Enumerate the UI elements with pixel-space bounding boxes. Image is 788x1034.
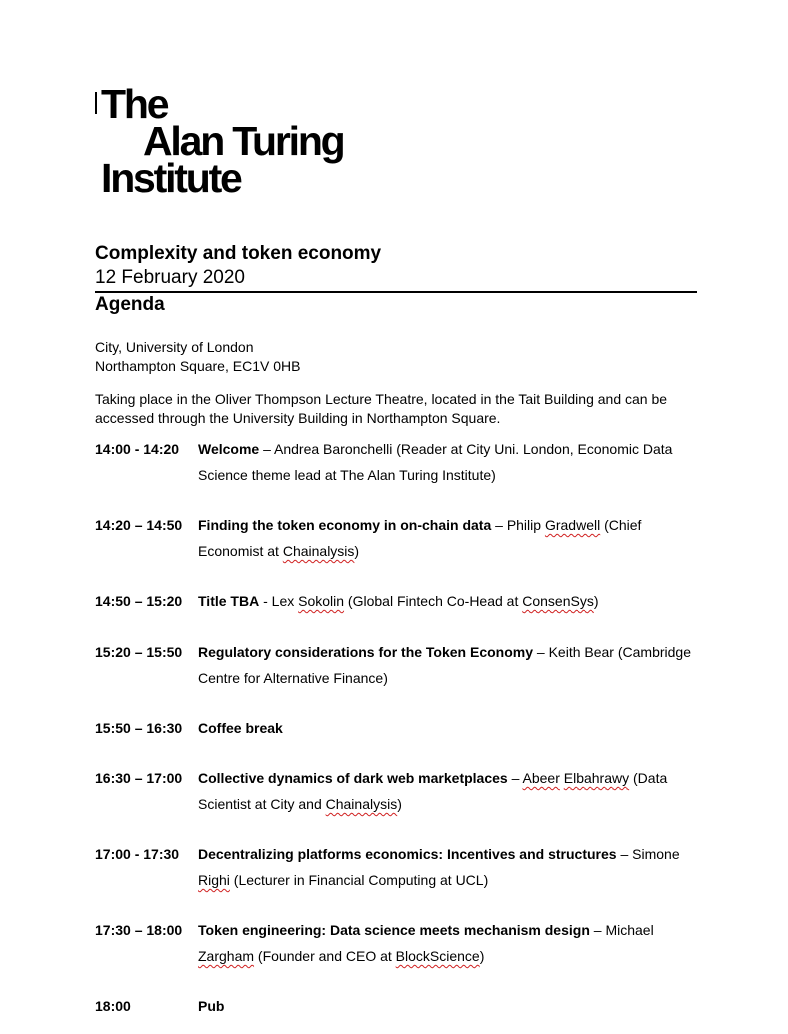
speaker-org: BlockScience xyxy=(395,948,480,964)
logo-line-3: Institute xyxy=(101,155,241,201)
logo-bar xyxy=(95,92,97,114)
session-description xyxy=(198,639,708,691)
session-time: 15:20 – 15:50 xyxy=(95,644,183,660)
speaker-surname: Gradwell xyxy=(544,517,601,533)
address-line-1: City, University of London xyxy=(95,339,254,355)
speaker-surname: Righi xyxy=(198,872,230,888)
session-description xyxy=(198,917,708,969)
speaker-surname: Sokolin xyxy=(298,593,345,609)
event-title: Complexity and token economy xyxy=(95,243,382,264)
venue-note: Taking place in the Oliver Thompson Lecture Theatre, located in the Tait Building and can be accessed through the University Building in Northampton Square. xyxy=(95,391,668,426)
speaker-firstname: Abeer xyxy=(522,770,560,786)
separator: – xyxy=(259,441,275,457)
session-title: Title TBA xyxy=(198,593,260,609)
speaker-role: (Founder and CEO at xyxy=(254,948,396,964)
speaker-role: (Global Fintech Co-Head at xyxy=(344,593,523,609)
session-time: 17:30 – 18:00 xyxy=(95,922,183,938)
speaker-role: (Chief Economist at xyxy=(198,517,642,559)
speaker-text: Lex xyxy=(271,593,299,609)
session-time: 16:30 – 17:00 xyxy=(95,770,183,786)
session-description xyxy=(198,765,708,817)
event-date: 12 February 2020 xyxy=(95,267,245,288)
closing-paren: ) xyxy=(354,543,360,559)
session-description xyxy=(198,588,708,614)
closing-paren: ) xyxy=(593,593,599,609)
speaker-org: Chainalysis xyxy=(325,796,398,812)
speaker-surname: Zargham xyxy=(198,948,255,964)
session-title: Coffee break xyxy=(198,720,283,736)
session-time: 14:00 - 14:20 xyxy=(95,441,180,457)
speaker-role: (Data Scientist at City and xyxy=(198,770,668,812)
speaker-text: Andrea Baronchelli (Reader at City Uni. London, Economic Data Science theme lead at The Alan Turing Institute) xyxy=(198,441,673,483)
session-description xyxy=(198,715,708,741)
session-title: Decentralizing platforms economics: Incentives and structures xyxy=(198,846,617,862)
session-description xyxy=(198,993,708,1019)
separator: - xyxy=(259,593,272,609)
closing-paren: ) xyxy=(479,948,485,964)
speaker-org: Chainalysis xyxy=(282,543,355,559)
closing-paren: ) xyxy=(397,796,402,812)
session-description xyxy=(198,436,708,488)
speaker-role: (Lecturer in Financial Computing at UCL) xyxy=(229,872,489,888)
separator: – xyxy=(491,517,507,533)
speaker-surname: Elbahrawy xyxy=(563,770,630,786)
logo-line-2: Alan Turing xyxy=(143,118,344,164)
session-time: 17:00 - 17:30 xyxy=(95,846,180,862)
separator: – xyxy=(507,770,523,786)
logo-line-1: The xyxy=(101,81,168,127)
agenda-heading: Agenda xyxy=(95,294,165,315)
heading-rule xyxy=(95,291,697,293)
session-title: Regulatory considerations for the Token Economy xyxy=(198,644,534,660)
session-title: Welcome xyxy=(198,441,260,457)
separator: – xyxy=(533,644,549,660)
address-line-2: Northampton Square, EC1V 0HB xyxy=(95,358,301,374)
speaker-org: ConsenSys xyxy=(522,593,594,609)
session-title: Token engineering: Data science meets mechanism design xyxy=(198,922,590,938)
speaker-text: Michael xyxy=(605,922,654,938)
session-description xyxy=(198,841,708,893)
session-title: Finding the token economy in on-chain data xyxy=(198,517,492,533)
speaker-text: Simone xyxy=(632,846,680,862)
session-time: 18:00 xyxy=(95,998,131,1014)
session-description xyxy=(198,512,708,564)
separator: – xyxy=(616,846,633,862)
speaker-text: Philip xyxy=(506,517,545,533)
separator: – xyxy=(589,922,606,938)
speaker-text: Keith Bear (Cambridge Centre for Alternative Finance) xyxy=(198,644,691,686)
session-title: Pub xyxy=(198,998,225,1014)
venue-address xyxy=(95,338,300,376)
session-time: 14:20 – 14:50 xyxy=(95,517,183,533)
session-time: 15:50 – 16:30 xyxy=(95,720,183,736)
session-title: Collective dynamics of dark web marketplaces xyxy=(198,770,508,786)
session-time: 14:50 – 15:20 xyxy=(95,593,183,609)
